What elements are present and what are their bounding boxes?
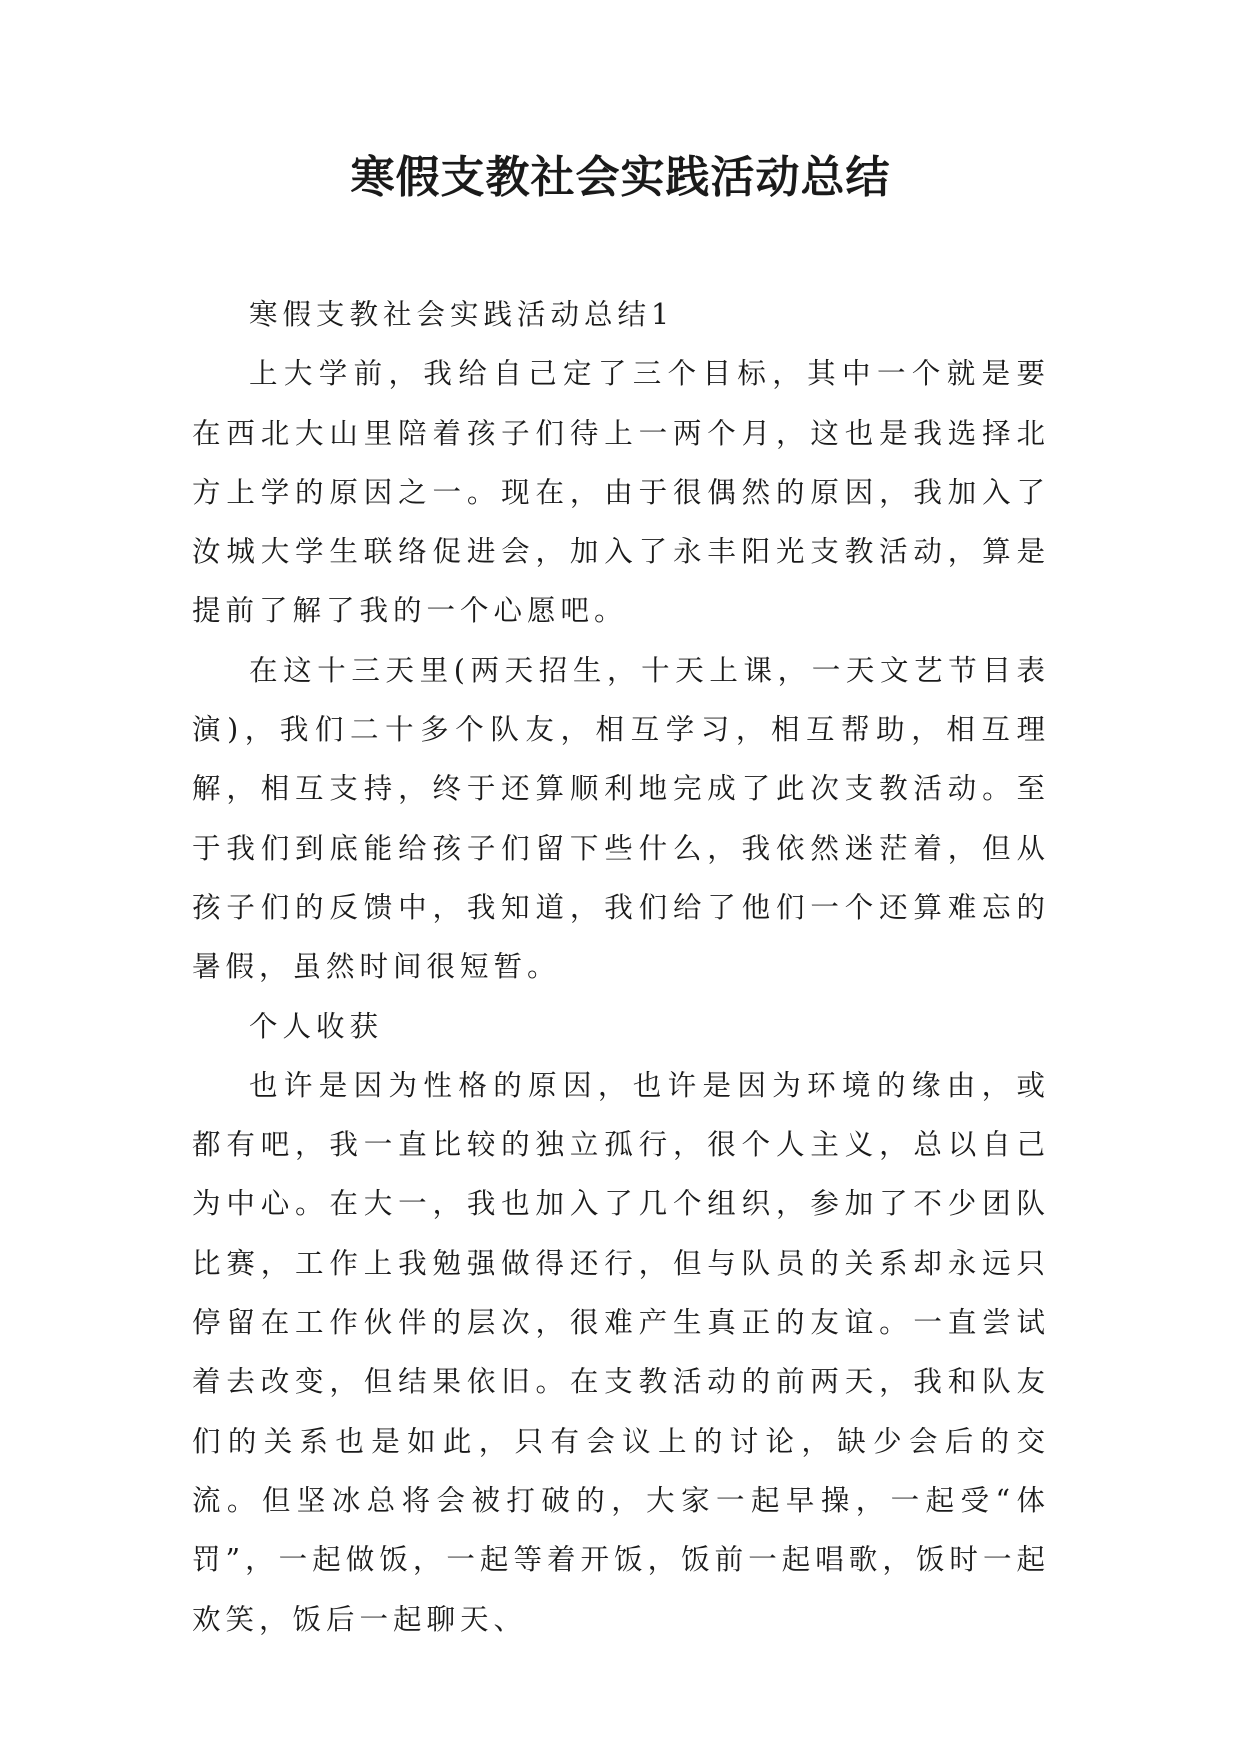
section-heading: 寒假支教社会实践活动总结1 xyxy=(249,298,675,331)
paragraph: 上大学前，我给自己定了三个目标，其中一个就是要在西北大山里陪着孩子们待上一两个月，这也是我选择北方上学的原因之一。现在，由于很偶然的原因，我加入了汝城大学生联络促进会，加入了永丰阳光支教活动，算是提前了解了我的一个心愿吧。 xyxy=(192,357,1050,628)
document-body xyxy=(192,285,1050,1649)
document-title: 寒假支教社会实践活动总结 xyxy=(350,152,891,203)
paragraph: 也许是因为性格的原因，也许是因为环境的缘由，或都有吧，我一直比较的独立孤行，很个人主义，总以自己为中心。在大一，我也加入了几个组织，参加了不少团队比赛，工作上我勉强做得还行，但与队员的关系却永远只停留在工作伙伴的层次，很难产生真正的友谊。一直尝试着去改变，但结果依旧。在支教活动的前两天，我和队友们的关系也是如此，只有会议上的讨论，缺少会后的交流。但坚冰总将会被打破的，大家一起早操，一起受“体罚”，一起做饭，一起等着开饭，饭前一起唱歌，饭时一起欢笑，饭后一起聊天、 xyxy=(192,1068,1050,1636)
paragraph: 在这十三天里(两天招生，十天上课，一天文艺节目表演)，我们二十多个队友，相互学习，相互帮助，相互理解，相互支持，终于还算顺利地完成了此次支教活动。至于我们到底能给孩子们留下些什么，我依然迷茫着，但从孩子们的反馈中，我知道，我们给了他们一个还算难忘的暑假，虽然时间很短暂。 xyxy=(192,653,1050,984)
section-heading: 个人收获 xyxy=(249,1009,384,1043)
